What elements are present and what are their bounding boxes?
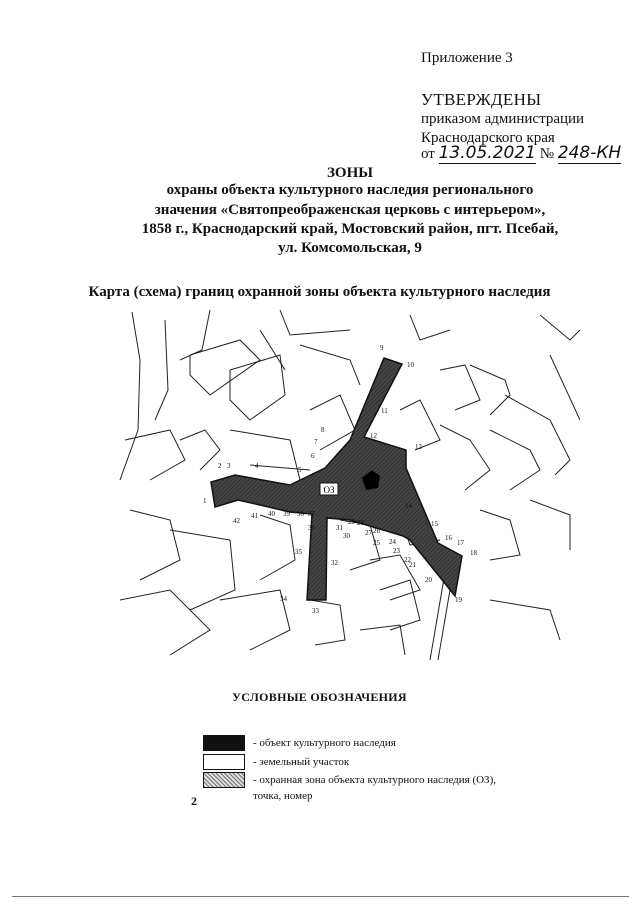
approval-date-line [421,143,621,164]
point-label-34: 34 [280,595,287,603]
point-label-33: 33 [312,607,319,615]
point-label-42: 42 [233,517,240,525]
point-label-7: 7 [314,438,318,446]
point-label-2: 2 [218,462,222,470]
approved-heading: УТВЕРЖДЕНЫ [421,90,542,109]
point-label-24: 24 [389,538,396,546]
point-label-16: 16 [445,534,452,542]
point-label-9: 9 [380,344,384,352]
point-label-30: 30 [343,532,350,540]
point-label-12: 12 [370,432,377,440]
document-title-line-2: значения «Святопреображенская церковь с интерьером», [154,202,546,218]
approval-date: 13.05.2021 [438,143,536,163]
point-label-13: 13 [415,443,422,451]
point-label-25: 25 [373,539,380,547]
document-title-line-3: 1858 г., Краснодарский край, Мостовский район, пгт. Псебай, [141,221,559,237]
point-label-4: 4 [255,462,259,470]
point-label-14: 14 [405,502,412,510]
legend-object-text: - объект культурного наследия [253,737,396,749]
date-prefix: от [421,146,435,162]
point-label-8: 8 [321,426,325,434]
boundary-map [110,300,580,660]
approval-number: 248-КН [557,143,622,163]
point-label-5: 5 [298,466,302,474]
point-label-36: 36 [308,524,315,532]
legend-object-swatch [203,735,245,751]
legend-point-example: 2 [191,794,197,808]
point-label-23: 23 [393,547,400,555]
point-label-39: 39 [283,510,290,518]
point-label-18: 18 [470,549,477,557]
point-label-20: 20 [425,576,432,584]
point-label-15: 15 [431,520,438,528]
point-label-3: 3 [227,462,231,470]
point-label-37: 37 [308,510,315,518]
legend-zone-swatch [203,772,245,788]
point-label-31: 31 [336,524,343,532]
point-label-40: 40 [268,510,275,518]
point-label-22: 22 [404,556,411,564]
point-label-6: 6 [311,452,315,460]
approval-line-2: Краснодарского края [421,130,555,146]
point-label-1: 1 [203,497,207,505]
legend-parcel-swatch [203,754,245,770]
legend-zone-text: - охранная зона объекта культурного наследия (ОЗ), [253,774,496,786]
point-label-32: 32 [331,559,338,567]
legend-parcel-text: - земельный участок [253,756,350,768]
legend-title: УСЛОВНЫЕ ОБОЗНАЧЕНИЯ [232,690,407,704]
point-label-35: 35 [295,548,302,556]
document-title-line-4: ул. Комсомольская, 9 [278,240,422,256]
appendix-label: Приложение 3 [421,50,513,66]
document-heading: ЗОНЫ [327,165,373,181]
number-prefix: № [539,146,555,162]
legend-zone-text-cont: точка, номер [253,790,313,802]
point-label-21: 21 [409,561,416,569]
bottom-rule [12,896,629,897]
point-label-11: 11 [381,407,388,415]
point-label-19: 19 [455,596,462,604]
point-label-27: 27 [365,529,372,537]
map-caption: Карта (схема) границ охранной зоны объекта культурного наследия [88,284,551,300]
point-label-17: 17 [457,539,464,547]
approval-line-1: приказом администрации [421,111,585,127]
point-label-28: 28 [357,519,364,527]
point-label-29: 29 [348,518,355,526]
zone-label: ОЗ [323,485,335,495]
point-label-38: 38 [297,510,304,518]
point-label-41: 41 [251,512,258,520]
point-label-26: 26 [373,527,380,535]
document-title-line-1: охраны объекта культурного наследия регионального [166,182,534,198]
point-label-10: 10 [407,361,414,369]
